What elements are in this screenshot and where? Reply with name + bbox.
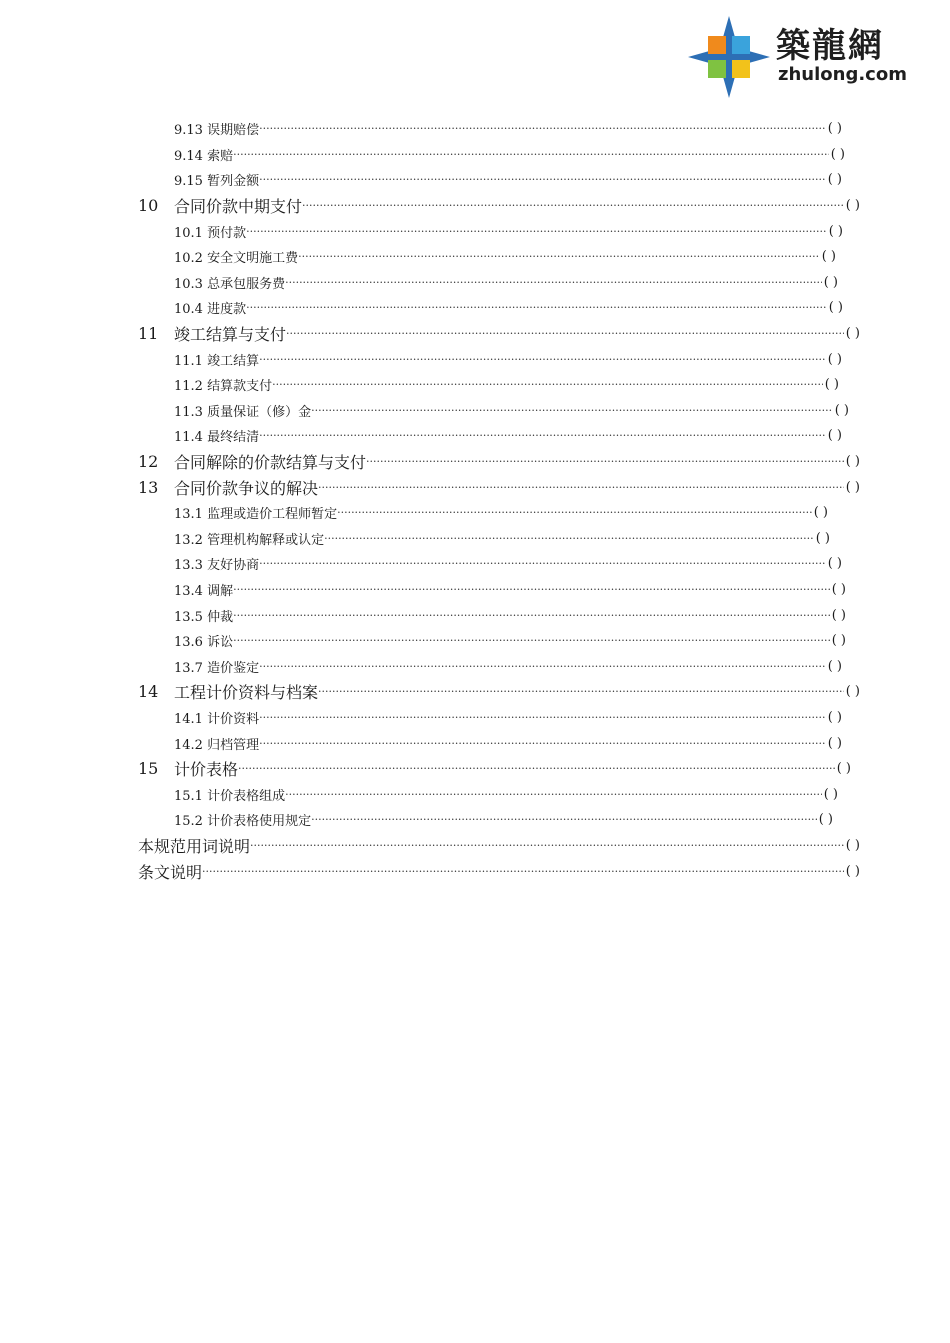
- toc-entry[interactable]: [0, 218, 843, 244]
- toc-entry-title: 13.6 诉讼: [174, 635, 234, 651]
- toc-entry[interactable]: [0, 167, 842, 193]
- table-of-contents: [0, 116, 950, 884]
- toc-entry[interactable]: [0, 295, 843, 321]
- toc-leader-dots: [233, 148, 829, 161]
- toc-entry-title: 合同价款争议的解决: [174, 478, 319, 498]
- toc-leader-dots: [318, 481, 844, 494]
- toc-entry-title: 计价表格: [174, 760, 239, 780]
- toc-entry[interactable]: [0, 500, 828, 526]
- logo-chinese-name: 築龍網: [776, 26, 884, 66]
- toc-entry-title: 10.4 进度款: [174, 302, 247, 318]
- toc-entry-number: 11: [138, 324, 159, 344]
- toc-leader-dots: [259, 711, 826, 724]
- toc-leader-dots: [246, 225, 827, 238]
- toc-entry[interactable]: [0, 679, 860, 705]
- toc-entry-number: 14: [138, 682, 159, 702]
- toc-page-number: ( ): [823, 786, 838, 802]
- toc-leader-dots: [259, 173, 826, 186]
- toc-page-number: ( ): [818, 812, 833, 828]
- toc-entry-title: 10.3 总承包服务费: [174, 276, 286, 292]
- toc-entry-title: 13.4 调解: [174, 583, 234, 599]
- toc-entry[interactable]: [0, 449, 860, 475]
- toc-entry[interactable]: [0, 551, 842, 577]
- toc-entry-title: 9.14 索赔: [174, 148, 234, 164]
- toc-page-number: ( ): [845, 479, 860, 495]
- toc-leader-dots: [233, 634, 830, 647]
- toc-entry[interactable]: [0, 244, 836, 270]
- toc-leader-dots: [324, 532, 814, 545]
- toc-entry-number: 10: [138, 196, 159, 216]
- toc-entry[interactable]: [0, 577, 846, 603]
- toc-leader-dots: [259, 557, 826, 570]
- toc-leader-dots: [233, 609, 830, 622]
- toc-entry[interactable]: [0, 474, 860, 500]
- toc-entry-title: 13.5 仲裁: [174, 609, 234, 625]
- toc-page-number: ( ): [845, 837, 860, 853]
- toc-entry-title: 13.7 造价鉴定: [174, 660, 260, 676]
- zhulong-emblem-icon: [686, 14, 772, 100]
- toc-leader-dots: [259, 660, 826, 673]
- toc-leader-dots: [311, 404, 833, 417]
- toc-entry[interactable]: [0, 423, 842, 449]
- toc-page-number: ( ): [827, 351, 842, 367]
- toc-page-number: ( ): [828, 223, 843, 239]
- toc-entry-title: 工程计价资料与档案: [174, 683, 319, 703]
- toc-leader-dots: [202, 865, 844, 878]
- toc-entry-title: 条文说明: [138, 862, 203, 882]
- toc-leader-dots: [238, 762, 835, 775]
- toc-entry-title: 9.15 暂列金额: [174, 174, 260, 190]
- toc-leader-dots: [233, 583, 830, 596]
- toc-entry[interactable]: [0, 526, 830, 552]
- toc-entry[interactable]: [0, 628, 846, 654]
- toc-entry-number: 13: [138, 477, 159, 497]
- toc-entry[interactable]: [0, 193, 860, 219]
- toc-leader-dots: [318, 685, 844, 698]
- toc-page-number: ( ): [845, 326, 860, 342]
- toc-entry-title: 14.2 归档管理: [174, 737, 260, 753]
- toc-leader-dots: [259, 429, 826, 442]
- toc-entry-title: 合同价款中期支付: [174, 197, 303, 217]
- toc-entry-title: 13.1 监理或造价工程师暂定: [174, 507, 338, 523]
- toc-page-number: ( ): [827, 735, 842, 751]
- toc-entry-title: 15.2 计价表格使用规定: [174, 814, 312, 830]
- toc-leader-dots: [366, 455, 844, 468]
- toc-entry-title: 11.2 结算款支付: [174, 379, 273, 395]
- toc-leader-dots: [286, 327, 844, 340]
- toc-leader-dots: [311, 813, 817, 826]
- toc-page-number: ( ): [845, 863, 860, 879]
- toc-leader-dots: [259, 737, 826, 750]
- toc-page-number: ( ): [845, 198, 860, 214]
- toc-entry-number: 12: [138, 452, 159, 472]
- toc-entry[interactable]: [0, 346, 842, 372]
- toc-entry-title: 9.13 误期赔偿: [174, 123, 260, 139]
- toc-leader-dots: [246, 301, 827, 314]
- toc-entry[interactable]: [0, 142, 845, 168]
- toc-page-number: ( ): [827, 121, 842, 137]
- toc-entry-title: 13.3 友好协商: [174, 558, 260, 574]
- toc-page-number: ( ): [845, 454, 860, 470]
- toc-leader-dots: [259, 353, 826, 366]
- toc-leader-dots: [285, 788, 822, 801]
- toc-page-number: ( ): [831, 581, 846, 597]
- toc-entry[interactable]: [0, 321, 860, 347]
- toc-entry-number: 15: [138, 759, 159, 779]
- toc-entry[interactable]: [0, 756, 851, 782]
- toc-entry-title: 本规范用词说明: [138, 836, 251, 856]
- toc-leader-dots: [337, 506, 812, 519]
- toc-entry[interactable]: [0, 372, 839, 398]
- toc-leader-dots: [250, 839, 844, 852]
- toc-page-number: ( ): [827, 709, 842, 725]
- toc-page-number: ( ): [824, 377, 839, 393]
- logo-domain: zhulong.com: [778, 64, 907, 85]
- toc-page-number: ( ): [834, 402, 849, 418]
- toc-entry-title: 11.3 质量保证（修）金: [174, 404, 312, 420]
- toc-leader-dots: [302, 199, 844, 212]
- toc-page-number: ( ): [815, 530, 830, 546]
- toc-leader-dots: [272, 378, 823, 391]
- toc-entry[interactable]: [0, 833, 860, 859]
- toc-entry[interactable]: [0, 807, 833, 833]
- toc-entry[interactable]: [0, 116, 842, 142]
- toc-page-number: ( ): [827, 556, 842, 572]
- toc-page-number: ( ): [827, 428, 842, 444]
- toc-leader-dots: [259, 122, 826, 135]
- toc-entry-title: 15.1 计价表格组成: [174, 788, 286, 804]
- toc-page-number: ( ): [845, 684, 860, 700]
- toc-entry[interactable]: [0, 602, 846, 628]
- toc-page-number: ( ): [827, 658, 842, 674]
- toc-entry-title: 14.1 计价资料: [174, 711, 260, 727]
- toc-entry[interactable]: [0, 730, 842, 756]
- toc-page-number: ( ): [813, 505, 828, 521]
- toc-page-number: ( ): [821, 249, 836, 265]
- toc-entry[interactable]: [0, 781, 838, 807]
- toc-entry-title: 合同解除的价款结算与支付: [174, 453, 367, 473]
- toc-page-number: ( ): [836, 761, 851, 777]
- toc-entry[interactable]: [0, 270, 838, 296]
- toc-entry-title: 11.4 最终结清: [174, 430, 260, 446]
- toc-page-number: ( ): [828, 300, 843, 316]
- toc-entry-title: 13.2 管理机构解释或认定: [174, 532, 325, 548]
- toc-entry-title: 11.1 竣工结算: [174, 353, 260, 369]
- toc-page-number: ( ): [827, 172, 842, 188]
- toc-entry[interactable]: [0, 398, 849, 424]
- toc-entry[interactable]: [0, 705, 842, 731]
- toc-leader-dots: [285, 276, 822, 289]
- toc-entry-title: 10.2 安全文明施工费: [174, 251, 299, 267]
- toc-page-number: ( ): [831, 633, 846, 649]
- toc-page-number: ( ): [830, 146, 845, 162]
- zhulong-logo: [686, 14, 916, 100]
- toc-entry[interactable]: [0, 653, 842, 679]
- toc-entry-title: 10.1 预付款: [174, 225, 247, 241]
- toc-page-number: ( ): [831, 607, 846, 623]
- toc-page-number: ( ): [823, 274, 838, 290]
- toc-entry-title: 竣工结算与支付: [174, 325, 287, 345]
- toc-entry[interactable]: [0, 858, 860, 884]
- toc-leader-dots: [298, 250, 820, 263]
